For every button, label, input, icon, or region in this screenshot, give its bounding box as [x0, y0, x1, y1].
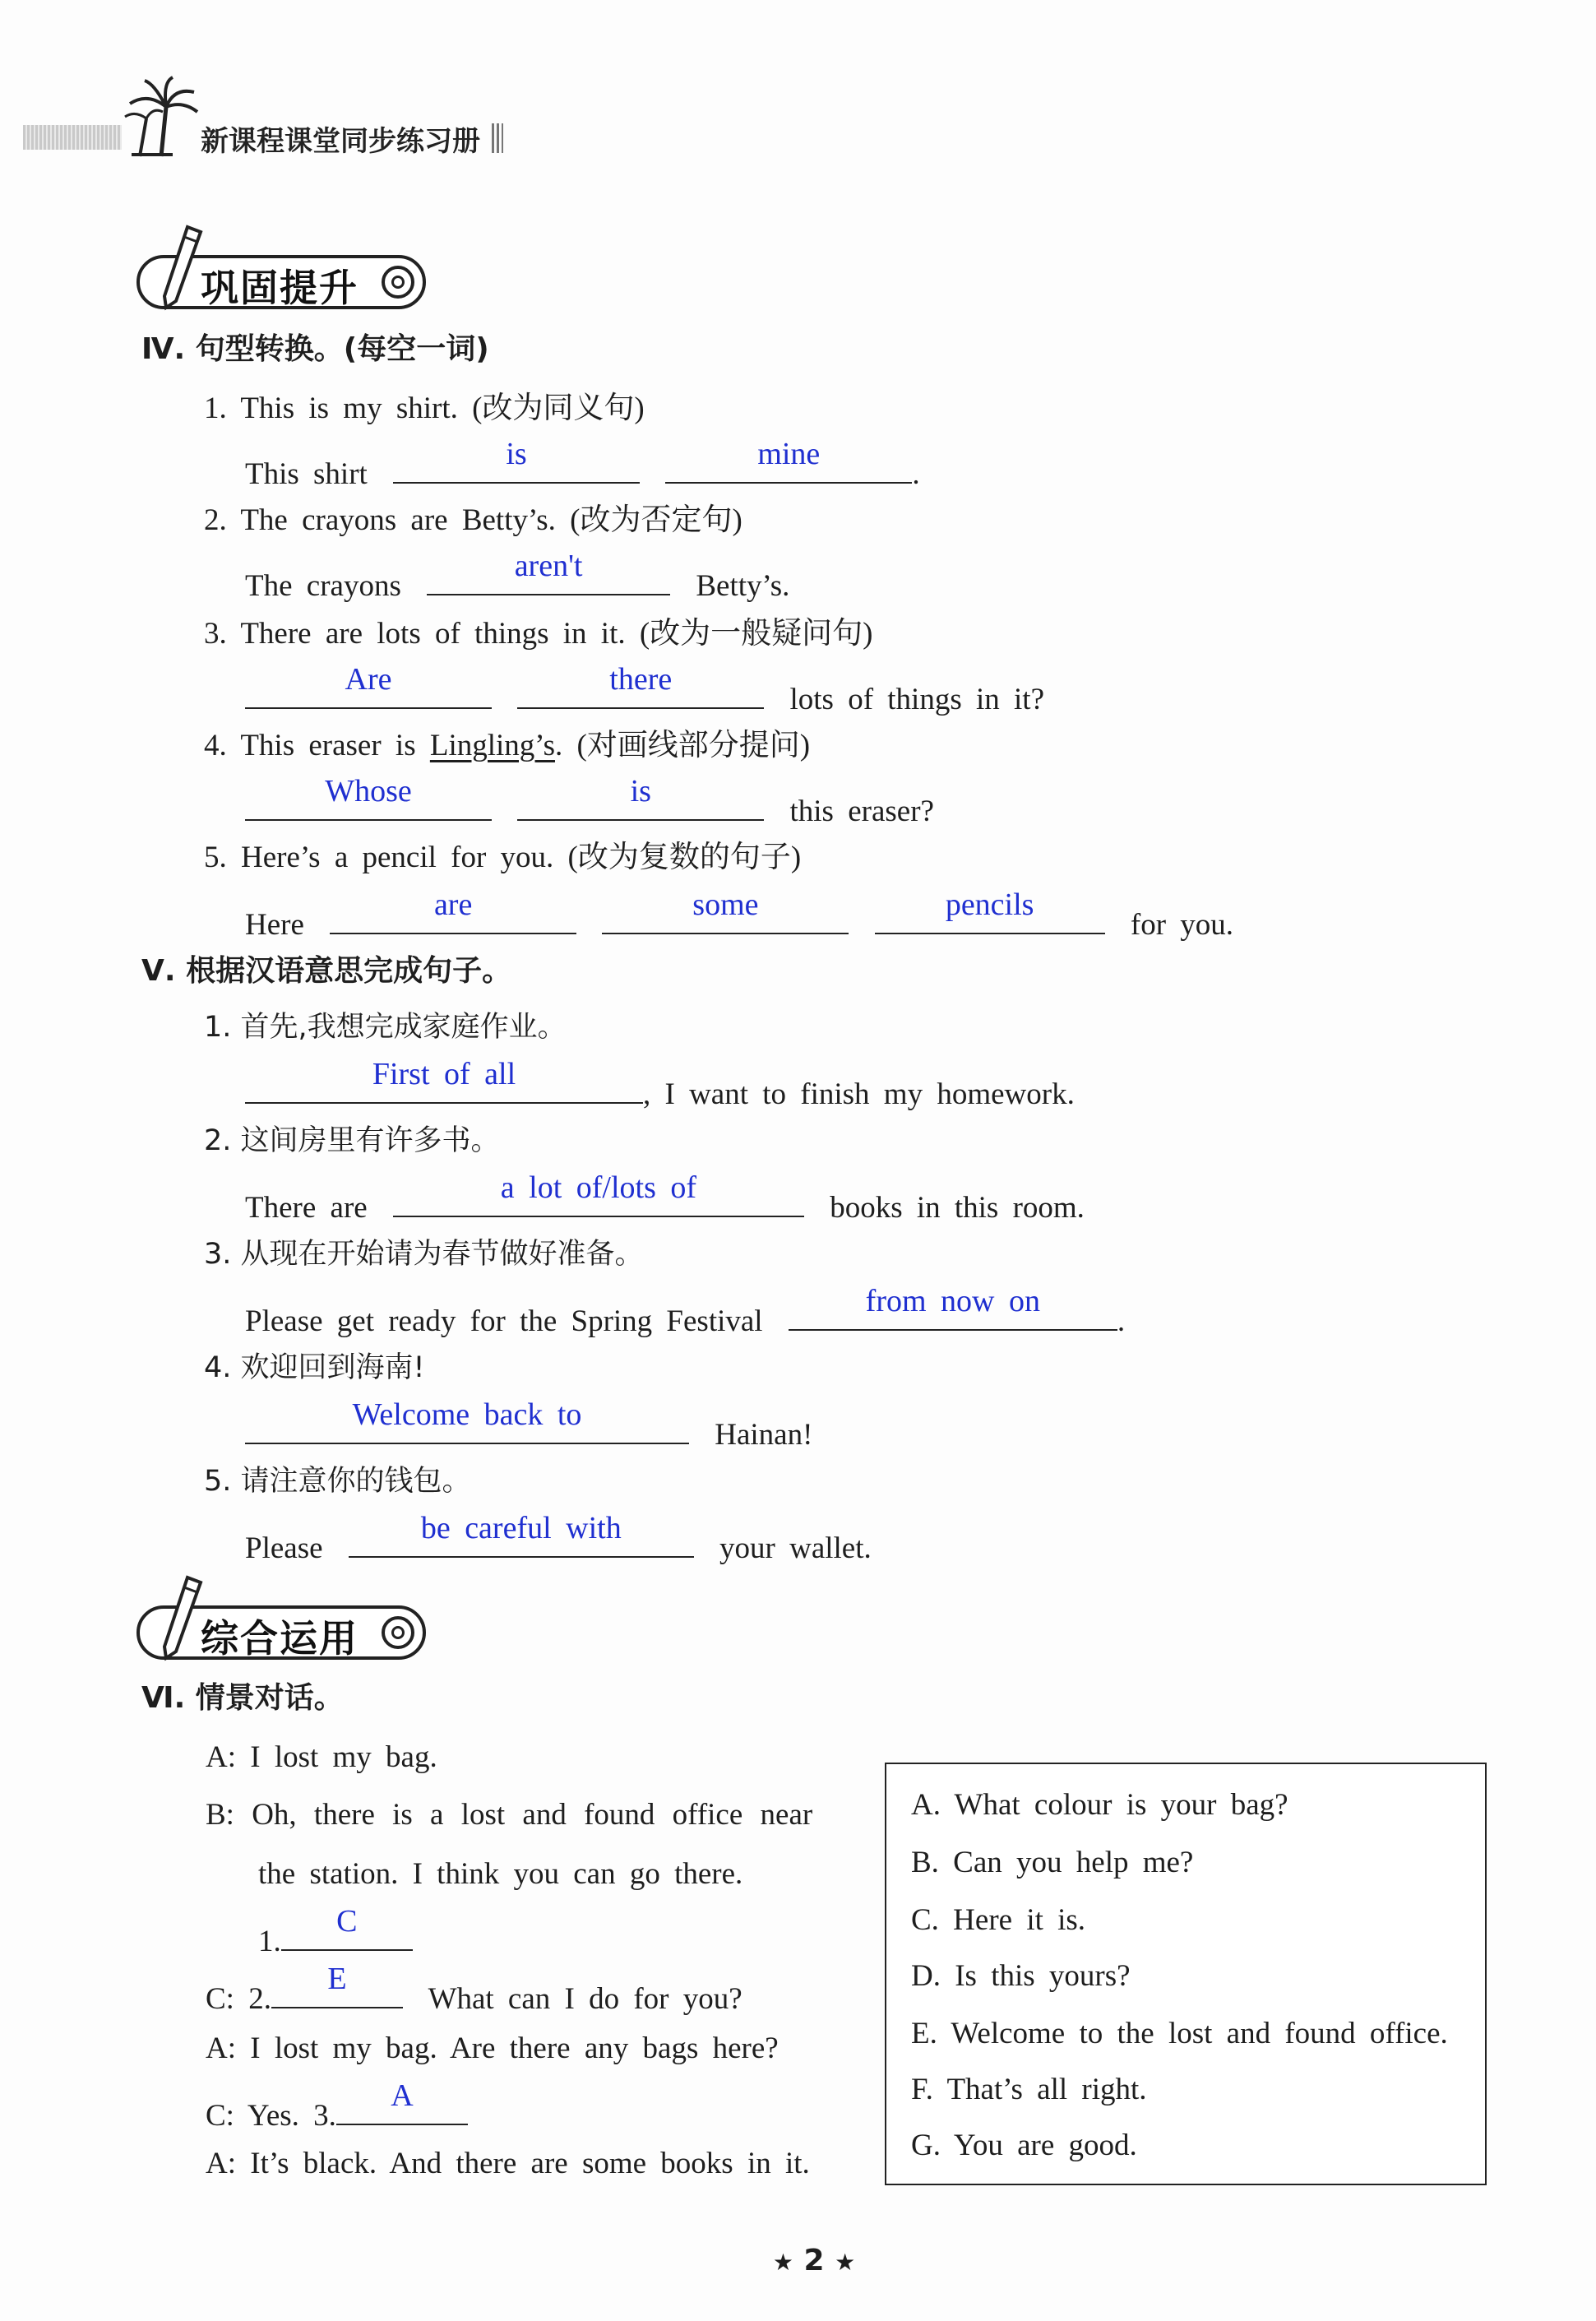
- p4-q4-prompt: 4. This eraser is Lingling’s. (对画线部分提问): [204, 729, 811, 762]
- p5-q4-answer-line: Welcome back to Hainan!: [245, 1405, 812, 1456]
- answer-blank[interactable]: Are: [245, 669, 492, 709]
- section-title-consolidate: 巩固提升: [201, 266, 359, 310]
- answer-blank[interactable]: E: [271, 1969, 403, 2008]
- answer-blank[interactable]: a lot of/lots of: [393, 1178, 804, 1217]
- section-title-comprehensive: 综合运用: [201, 1616, 359, 1661]
- p5-q2-zh: 2. 这间房里有许多书。: [204, 1124, 500, 1157]
- dialog-line: A: It’s black. And there are some books in it.: [206, 2147, 810, 2180]
- badge-ring-icon: [382, 1616, 414, 1649]
- p4-q3-prompt: 3. There are lots of things in it. (改为一般疑问句): [204, 617, 873, 651]
- answer-blank[interactable]: C: [281, 1911, 413, 1951]
- option-item: C. Here it is.: [911, 1903, 1086, 1937]
- dialog-line: C: Yes. 3. A: [206, 2086, 468, 2137]
- page-number: 2: [803, 2244, 825, 2277]
- answer-blank[interactable]: Welcome back to: [245, 1405, 689, 1444]
- p4-q3-answer-line: Are there lots of things in it?: [245, 669, 1044, 720]
- p4-q1-pre: This shirt: [245, 457, 368, 491]
- answer-blank[interactable]: pencils: [875, 895, 1105, 934]
- star-icon: ★: [772, 2249, 793, 2276]
- underlined-target: Lingling’s: [429, 729, 555, 762]
- p5-q5-zh: 5. 请注意你的钱包。: [204, 1465, 471, 1498]
- palm-tree-icon: [123, 76, 199, 158]
- option-item: A. What colour is your bag?: [911, 1788, 1288, 1822]
- p5-q3-zh: 3. 从现在开始请为春节做好准备。: [204, 1238, 644, 1271]
- answer-blank[interactable]: A: [336, 2086, 468, 2125]
- p5-q3-answer-line: Please get ready for the Spring Festival from now on .: [245, 1284, 1126, 1338]
- header-bars: [492, 123, 503, 153]
- answer-blank[interactable]: some: [602, 895, 849, 934]
- dialog-line: the station. I think you can go there.: [258, 1857, 743, 1891]
- p5-q1-answer-line: First of all , I want to finish my homework.: [245, 1064, 1075, 1115]
- answer-blank[interactable]: there: [517, 669, 764, 709]
- header-strip: [23, 125, 122, 150]
- p4-q5-answer-line: Here are some pencils for you.: [245, 887, 1234, 942]
- option-item: D. Is this yours?: [911, 1959, 1131, 1993]
- p5-q4-zh: 4. 欢迎回到海南!: [204, 1351, 425, 1384]
- page-footer: [765, 2244, 863, 2277]
- p5-q2-answer-line: There are a lot of/lots of books in this room.: [245, 1170, 1085, 1225]
- p4-q2-answer-line: The crayons aren't Betty’s.: [245, 549, 790, 603]
- part5-title: Ⅴ. 根据汉语意思完成句子。: [141, 954, 512, 988]
- dialog-line: C: 2. E What can I do for you?: [206, 1962, 742, 2016]
- pencil-icon: [155, 222, 206, 313]
- answer-blank[interactable]: aren't: [427, 556, 670, 595]
- p4-q1-answer-line: This shirt is mine .: [245, 437, 920, 491]
- badge-ring-icon: [382, 266, 414, 299]
- pencil-icon: [155, 1573, 206, 1663]
- part6-title: Ⅵ. 情景对话。: [141, 1681, 344, 1715]
- answer-blank[interactable]: mine: [665, 444, 912, 484]
- dialog-line: A: I lost my bag. Are there any bags here?: [206, 2031, 779, 2065]
- series-title: 新课程课堂同步练习册: [201, 125, 480, 158]
- answer-blank[interactable]: is: [393, 444, 640, 484]
- option-item: E. Welcome to the lost and found office.: [911, 2017, 1448, 2050]
- answer-blank[interactable]: from now on: [789, 1291, 1117, 1331]
- answer-blank[interactable]: be careful with: [349, 1518, 694, 1558]
- option-item: B. Can you help me?: [911, 1846, 1194, 1879]
- dialog-blank-line: 1. C: [258, 1911, 413, 1962]
- star-icon: ★: [835, 2249, 856, 2276]
- answer-blank[interactable]: First of all: [245, 1064, 643, 1104]
- p5-q5-answer-line: Please be careful with your wallet.: [245, 1511, 872, 1565]
- answer-blank[interactable]: is: [517, 781, 764, 821]
- dialog-line: A: I lost my bag.: [206, 1740, 437, 1774]
- answer-blank[interactable]: Whose: [245, 781, 492, 821]
- answer-blank[interactable]: are: [330, 895, 576, 934]
- option-item: G. You are good.: [911, 2129, 1137, 2162]
- option-item: F. That’s all right.: [911, 2073, 1147, 2106]
- p4-q2-prompt: 2. The crayons are Betty’s. (改为否定句): [204, 503, 742, 537]
- p5-q1-zh: 1. 首先,我想完成家庭作业。: [204, 1011, 567, 1044]
- p4-q1-prompt: 1. This is my shirt. (改为同义句): [204, 391, 645, 425]
- p4-q5-prompt: 5. Here’s a pencil for you. (改为复数的句子): [204, 841, 802, 874]
- dialog-line: B: Oh, there is a lost and found office near: [206, 1798, 813, 1832]
- part4-title: Ⅳ. 句型转换。(每空一词): [141, 332, 489, 366]
- p4-q4-answer-line: Whose is this eraser?: [245, 781, 934, 832]
